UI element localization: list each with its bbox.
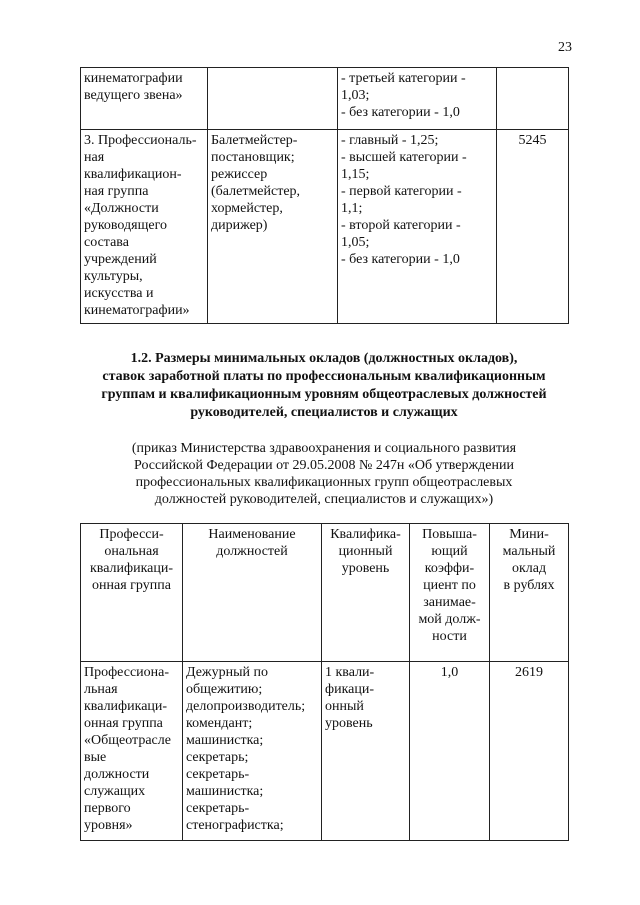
page-number: 23 [558, 40, 572, 55]
order-line: профессиональных квалификационных групп общеотраслевых [135, 475, 513, 490]
positions-cell: Дежурный по общежитию; делопроизводитель; комендант; машинистка; секретарь; секретарь- машинистка; секретарь- стенографистка; [183, 662, 322, 841]
table-row [81, 68, 569, 130]
group-cell: кинематографии ведущего звена» [81, 68, 208, 130]
positions-cell [208, 68, 338, 130]
heading-line: ставок заработной платы по профессиональным квалификационным [102, 369, 546, 384]
group-cell: 3. Профессиональ- ная квалификацион- ная группа «Должности руководящего состава учреждений культуры, искусства и кинематографии» [81, 130, 208, 324]
header-salary: Мини- мальный оклад в рублях [490, 524, 569, 662]
coefficient-cell: 1,0 [410, 662, 490, 841]
heading-line: руководителей, специалистов и служащих [190, 405, 458, 420]
levels-cell: - главный - 1,25; - высшей категории - 1,15; - первой категории - 1,1; - второй категории - 1,05; - без категории - 1,0 [338, 130, 497, 324]
order-line: (приказ Министерства здравоохранения и социального развития [131, 441, 517, 456]
heading-line: 1.2. Размеры минимальных окладов (должностных окладов), [130, 351, 518, 366]
salary-table-continued [80, 67, 569, 324]
table-row [81, 662, 569, 841]
salary-table [80, 523, 569, 841]
levels-cell: - третьей категории - 1,03; - без категории - 1,0 [338, 68, 497, 130]
table-header-row [81, 524, 569, 662]
order-reference [80, 440, 568, 508]
section-heading [80, 350, 568, 422]
order-line: Российской Федерации от 29.05.2008 № 247н «Об утверждении [134, 458, 514, 473]
table-row [81, 130, 569, 324]
header-group: Професси- ональная квалификаци- онная группа [81, 524, 183, 662]
header-coefficient: Повыша- ющий коэффи- циент по занимае- мой долж- ности [410, 524, 490, 662]
salary-cell: 5245 [497, 130, 569, 324]
group-cell: Профессиона- льная квалификаци- онная группа «Общеотрасле вые должности служащих первого уровня» [81, 662, 183, 841]
salary-cell: 2619 [490, 662, 569, 841]
header-level: Квалифика- ционный уровень [322, 524, 410, 662]
order-line: должностей руководителей, специалистов и служащих») [154, 492, 494, 507]
heading-line: группам и квалификационным уровням общеотраслевых должностей [101, 387, 547, 402]
header-positions: Наименование должностей [183, 524, 322, 662]
level-cell: 1 квали- фикаци- онный уровень [322, 662, 410, 841]
positions-cell: Балетмейстер- постановщик; режиссер (балетмейстер, хормейстер, дирижер) [208, 130, 338, 324]
salary-cell [497, 68, 569, 130]
